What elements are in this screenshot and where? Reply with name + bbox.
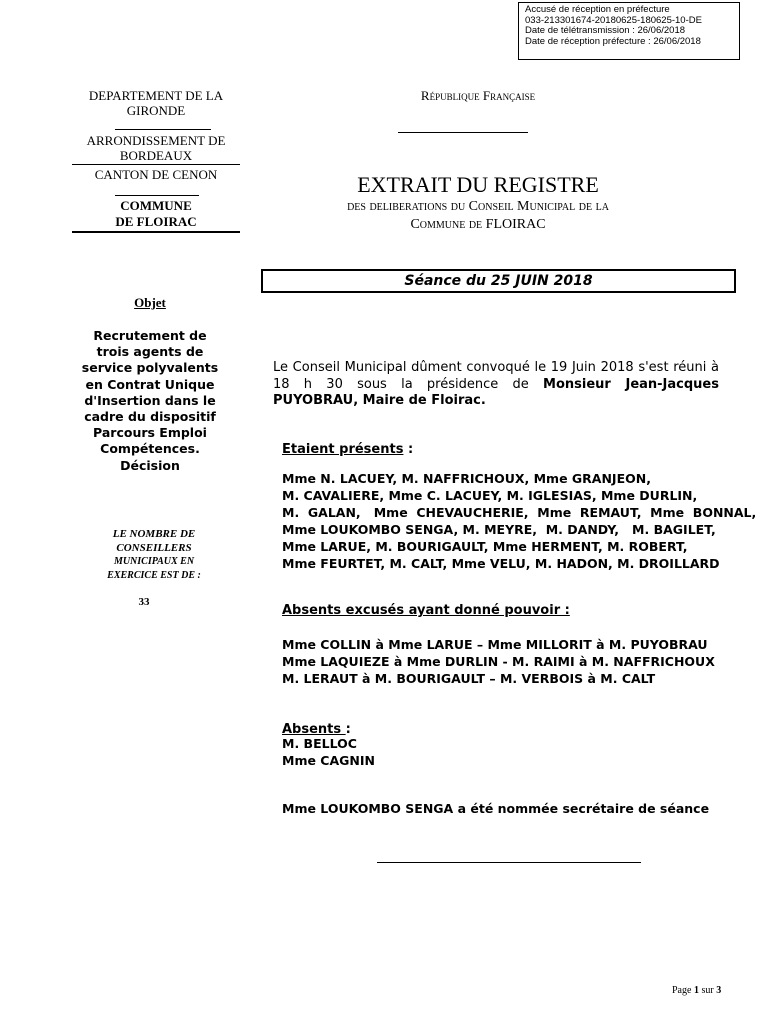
presents-heading-suffix: :	[403, 442, 414, 457]
conseillers-label-line: LE NOMBRE DE	[112, 528, 196, 540]
excuses-heading: Absents excusés ayant donné pouvoir :	[282, 603, 570, 618]
list-item: M. CAVALIERE, Mme C. LACUEY, M. IGLESIAS, Mme DURLIN,	[282, 488, 698, 503]
divider	[72, 164, 240, 165]
president-name: Monsieur Jean-Jacques PUYOBRAU, Maire de Floirac.	[273, 376, 719, 408]
conseillers-label	[70, 527, 238, 583]
list-item: Mme CAGNIN	[282, 753, 375, 768]
excuses-list	[282, 636, 715, 687]
list-item: Mme LARUE, M. BOURIGAULT, Mme HERMENT, M. ROBERT,	[282, 539, 688, 554]
document-title: EXTRAIT DU REGISTRE	[357, 172, 599, 197]
stamp-line: Date de télétransmission : 26/06/2018	[525, 25, 686, 36]
reception-stamp	[518, 2, 740, 60]
intro-text: Le Conseil Municipal dûment convoqué le 19 Juin 2018 s'est réuni à 18 h 30 sous la présidence de	[273, 360, 719, 392]
page-number	[672, 985, 721, 996]
list-item: M. GALAN, Mme CHEVAUCHERIE, Mme REMAUT, Mme BONNAL,	[282, 505, 757, 520]
list-item: Mme LAQUIEZE à Mme DURLIN - M. RAIMI à M. NAFFRICHOUX	[282, 654, 715, 669]
arrondissement-label: ARRONDISSEMENT DE BORDEAUX	[86, 133, 226, 163]
presents-heading-row	[282, 438, 413, 457]
divider	[72, 231, 240, 233]
commune-label: COMMUNE	[120, 198, 192, 213]
objet-line: d'Insertion dans le	[84, 392, 216, 408]
conseillers-label-line: MUNICIPAUX EN	[113, 556, 195, 567]
document-subtitle: des deliberations du Conseil Municipal de la	[347, 199, 609, 214]
list-item: Mme N. LACUEY, M. NAFFRICHOUX, Mme GRANJEON,	[282, 471, 651, 486]
page-current: 1	[693, 985, 699, 996]
objet-line: cadre du dispositif	[84, 409, 216, 425]
absents-list	[282, 735, 375, 769]
divider	[398, 132, 528, 133]
list-item: Mme LOUKOMBO SENGA, M. MEYRE, M. DANDY, M. BAGILET,	[282, 522, 716, 537]
objet-line: Recrutement de	[93, 328, 207, 343]
list-item: Mme COLLIN à Mme LARUE – Mme MILLORIT à M. PUYOBRAU	[282, 637, 708, 652]
commune-name: DE FLOIRAC	[115, 214, 197, 229]
objet-line: Décision	[120, 457, 180, 473]
objet-line: en Contrat Unique	[85, 376, 215, 392]
list-item: M. LERAUT à M. BOURIGAULT – M. VERBOIS à M. CALT	[282, 671, 656, 686]
canton-label: CANTON DE CENON	[94, 167, 218, 182]
absents-heading-suffix: :	[345, 722, 351, 737]
presents-list	[282, 470, 757, 572]
stamp-line: Date de réception préfecture : 26/06/2018	[525, 35, 701, 47]
absents-heading: Absents	[282, 722, 346, 737]
conseillers-label-line: CONSEILLERS	[116, 542, 192, 554]
list-item: Mme FEURTET, M. CALT, Mme VELU, M. HADON, M. DROILLARD	[282, 556, 720, 571]
conseillers-label-line: EXERCICE EST DE :	[107, 570, 201, 581]
divider	[115, 129, 211, 130]
objet-line: trois agents de	[96, 344, 204, 360]
divider	[377, 862, 641, 863]
stamp-line: 033-213301674-20180625-180625-10-DE	[525, 14, 702, 26]
document-subtitle: Commune de FLOIRAC	[410, 217, 546, 232]
page-total: 3	[716, 985, 722, 996]
objet-line: service polyvalents	[81, 360, 219, 376]
page-prefix: Page	[672, 985, 694, 996]
stamp-line: Accusé de réception en préfecture	[525, 4, 670, 15]
divider	[115, 195, 199, 196]
objet-title: Objet	[134, 295, 166, 310]
conseillers-count: 33	[138, 596, 150, 608]
presents-heading: Etaient présents	[282, 442, 404, 457]
objet-line: Parcours Emploi	[93, 425, 207, 441]
objet-text	[70, 328, 230, 474]
list-item: M. BELLOC	[282, 736, 357, 751]
secretaire-line: Mme LOUKOMBO SENGA a été nommée secrétaire de séance	[282, 801, 710, 816]
page-middle: sur	[698, 985, 717, 996]
departement-label: DEPARTEMENT DE LA GIRONDE	[88, 88, 224, 118]
seance-box: Séance du 25 JUIN 2018	[261, 269, 736, 293]
intro-paragraph	[273, 360, 719, 410]
objet-line: Compétences.	[100, 441, 200, 457]
republique-label: République Française	[420, 88, 536, 103]
